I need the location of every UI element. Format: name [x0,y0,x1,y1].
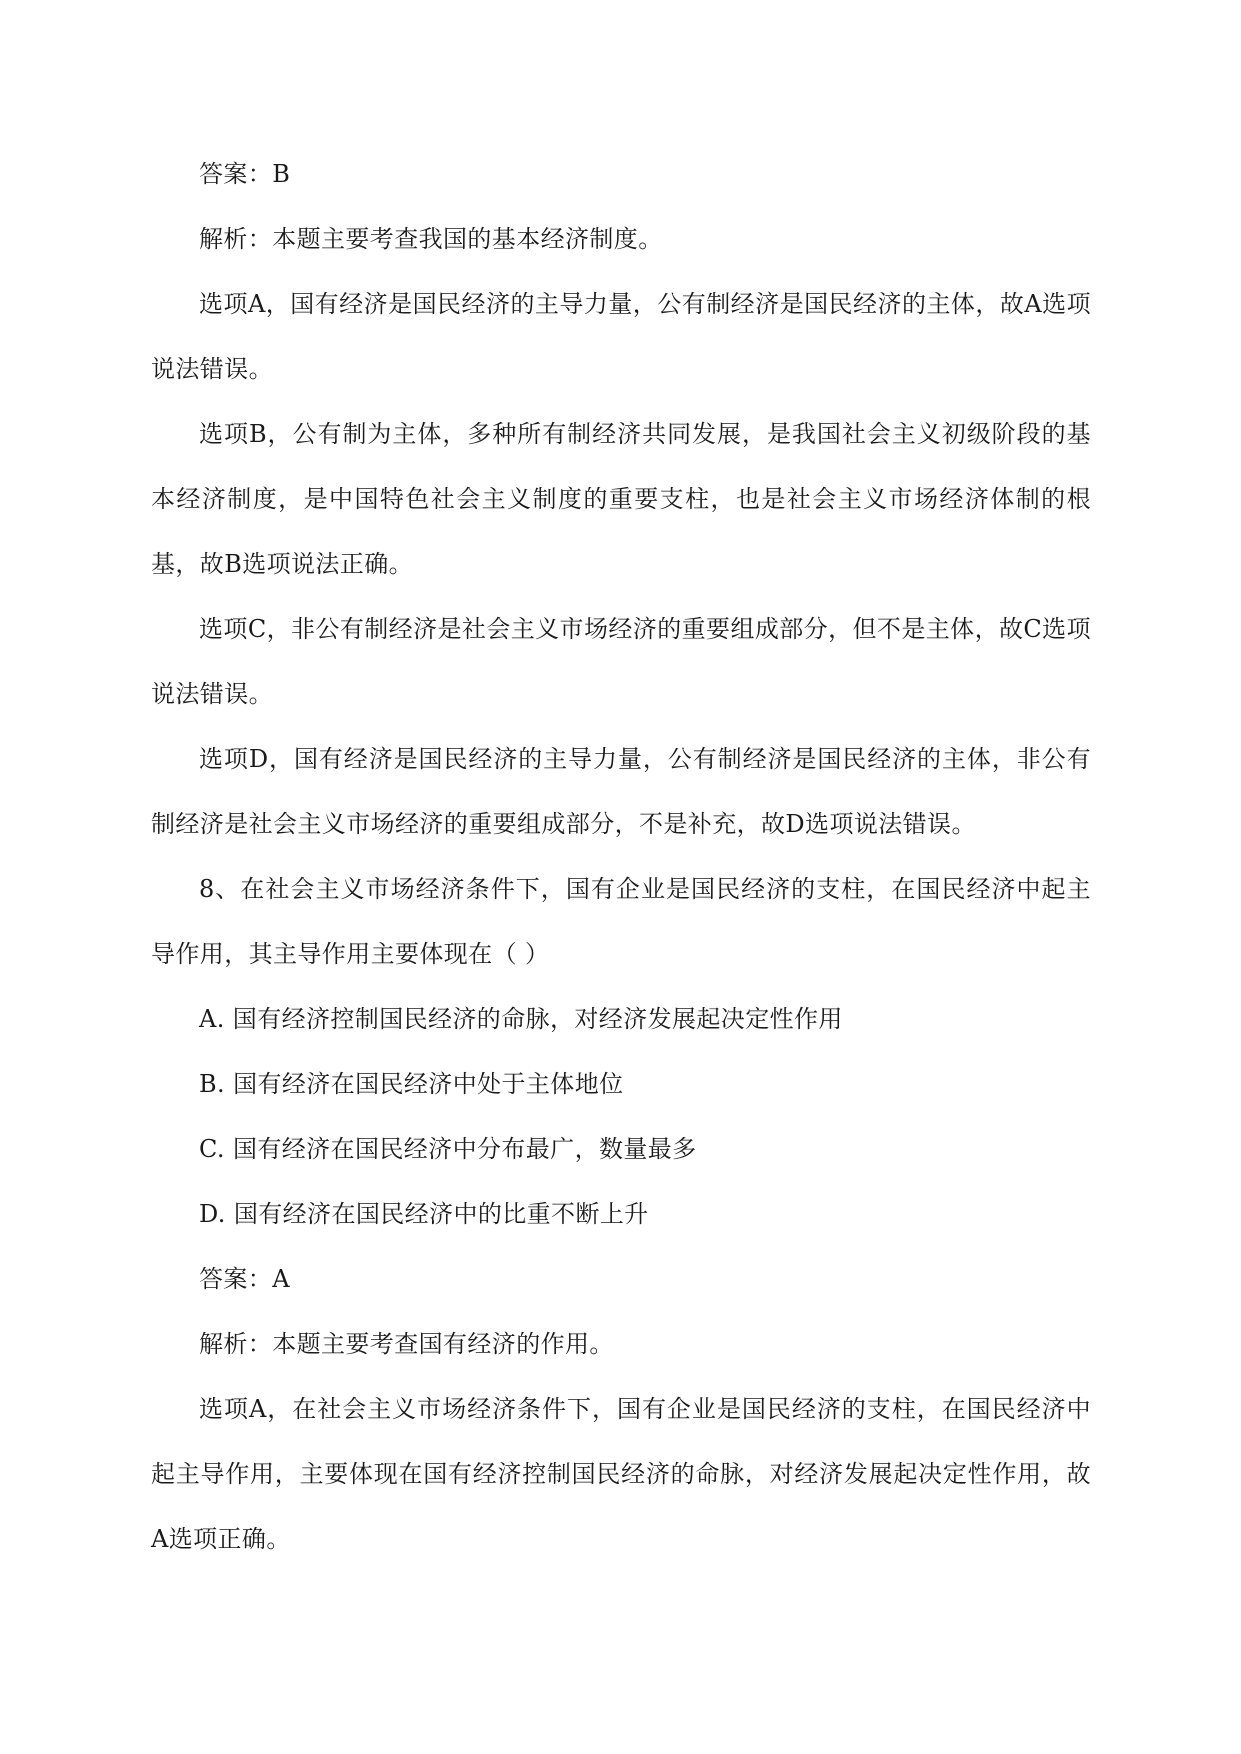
answer-line-b: 答案：B [199,160,291,188]
analysis-line: 解析：本题主要考查我国的基本经济制度。 [199,225,663,253]
option-a-explanation-2: 选项A，在社会主义市场经济条件下，国有企业是国民经济的支柱，在国民经济中起主导作用，主要体现在国有经济控制国民经济的命脉，对经济发展起决定性作用，故A选项正确。 [151,1395,1091,1553]
option-b-explanation: 选项B，公有制为主体，多种所有制经济共同发展，是我国社会主义初级阶段的基本经济制度，是中国特色社会主义制度的重要支柱，也是社会主义市场经济体制的根基，故B选项说法正确。 [151,420,1091,578]
option-c-explanation: 选项C，非公有制经济是社会主义市场经济的重要组成部分，但不是主体，故C选项说法错误。 [151,615,1091,708]
choice-d: D. 国有经济在国民经济中的比重不断上升 [199,1200,649,1228]
option-a-explanation: 选项A，国有经济是国民经济的主导力量，公有制经济是国民经济的主体，故A选项说法错误。 [151,290,1091,383]
choice-c: C. 国有经济在国民经济中分布最广，数量最多 [199,1135,697,1163]
choice-a: A. 国有经济控制国民经济的命脉，对经济发展起决定性作用 [199,1005,843,1033]
analysis-line-2: 解析：本题主要考查国有经济的作用。 [199,1330,614,1358]
answer-line-a: 答案：A [199,1265,290,1293]
option-d-explanation: 选项D，国有经济是国民经济的主导力量，公有制经济是国民经济的主体，非公有制经济是社会主义市场经济的重要组成部分，不是补充，故D选项说法错误。 [151,745,1091,838]
choice-b: B. 国有经济在国民经济中处于主体地位 [199,1070,624,1098]
question-8: 8、在社会主义市场经济条件下，国有企业是国民经济的支柱，在国民经济中起主导作用，其主导作用主要体现在（ ） [151,875,1091,968]
document-body [151,142,1091,1572]
